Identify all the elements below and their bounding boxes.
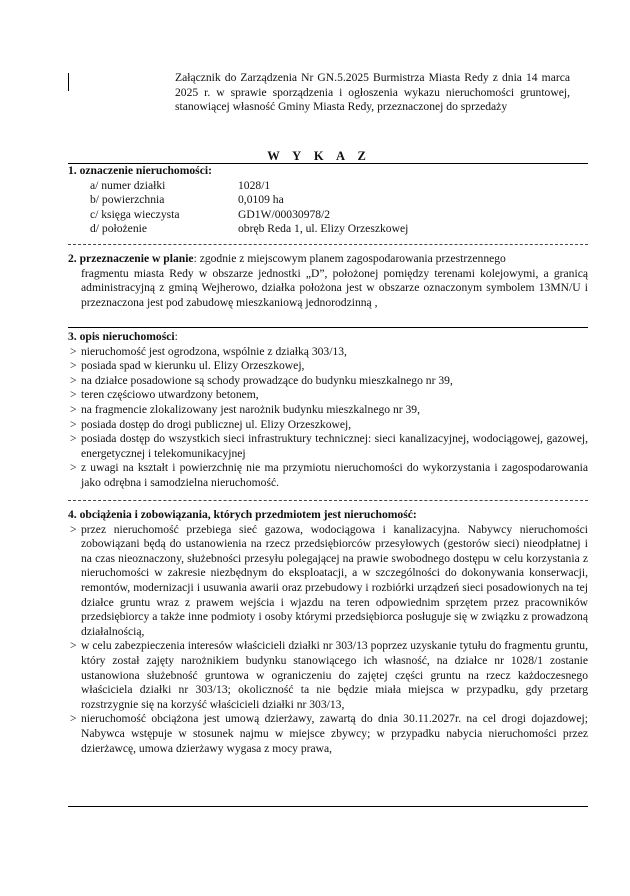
divider-line	[68, 806, 588, 807]
bullet-marker: >	[70, 388, 77, 402]
list-item	[68, 432, 588, 461]
field-label: b/ powierzchnia	[90, 193, 165, 207]
list-item	[68, 403, 588, 418]
list-item-text: przez nieruchomość przebiega sieć gazowa, wodociągowa i kanalizacyjna. Nabywcy nieruchomości zobowiązani będą do ustanowienia na rzecz przedsiębiorców przesyłowych (gestorów sieci) nieodpłatnej i na czas nieoznaczony, służebności przesyłu polegającej na prawie swobodnego dostępu w celu korzystania z nieruchomości w zakresie niezbędnym do eksploatacji, a w szczególności do dokonywania konserwacji, remontów, modernizacji i usuwania awarii oraz przebudowy i rozbiórki urządzeń sieci posadowionych na tej działce gruntu wraz z prawem wejścia i wjazdu na teren odpowiednim sprzętem przez pracowników przedsiębiorcy a także inne podmioty i osoby którymi przedsiębiorca posługuje się w związku z prowadzoną działalnością,	[81, 522, 588, 638]
field-value: GD1W/00030978/2	[238, 207, 331, 221]
section-heading: 3. opis nieruchomości	[68, 330, 175, 343]
heading-colon: :	[174, 330, 178, 343]
section-text-continued: fragmentu miasta Redy w obszarze jednostki „D”, położonej pomiędzy terenami kolejowymi, a granicą administracyjną z gminą Wejherowo, działka położona jest w obszarze oznaczonym symbolem 13MN/U i przeznaczona jest pod zabudowę mieszkaniową jednorodzinną ,	[81, 266, 588, 309]
list-item	[68, 374, 588, 389]
text-cursor	[68, 73, 69, 91]
bullet-marker: >	[70, 461, 77, 475]
field-row	[90, 193, 588, 208]
field-label: c/ księga wieczysta	[90, 207, 180, 221]
list-item-text: nieruchomość jest ogrodzona, wspólnie z działką 303/13,	[81, 344, 347, 358]
list-item	[68, 523, 588, 640]
list-item	[68, 712, 588, 756]
list-item-text: z uwagi na kształt i powierzchnię nie ma przymiotu nieruchomości do wykorzystania i zagospodarowania jako odrębna i samodzielna nieruchomość.	[81, 461, 588, 489]
bullet-marker: >	[70, 639, 77, 653]
header-annotation: Załącznik do Zarządzenia Nr GN.5.2025 Burmistrza Miasta Redy z dnia 14 marca 2025 r. w sprawie sporządzenia i ogłoszenia wykazu nieruchomości gruntowej, stanowiącej własność Gminy Miasta Redy, przeznaczonej do sprzedaży	[175, 71, 570, 114]
section-designation	[68, 164, 588, 237]
field-value: 1028/1	[238, 178, 271, 192]
list-item-text: na działce posadowione są schody prowadzące do budynku mieszkalnego nr 39,	[81, 373, 453, 387]
field-label: d/ położenie	[90, 222, 147, 236]
divider-line	[68, 327, 588, 328]
section-heading: 1. oznaczenie nieruchomości:	[68, 164, 212, 177]
dashed-separator	[68, 244, 588, 245]
section-heading-row	[68, 330, 588, 345]
list-item	[68, 345, 588, 360]
list-item-text: posiada spad w kierunku ul. Elizy Orzeszkowej,	[81, 359, 305, 373]
section-encumbrances	[68, 508, 588, 756]
list-item	[68, 418, 588, 433]
bullet-marker: >	[70, 522, 77, 536]
section-heading: 4. obciążenia i zobowiązania, których przedmiotem jest nieruchomość:	[68, 508, 417, 521]
field-row	[90, 179, 588, 194]
section-paragraph	[68, 252, 588, 267]
document-title: W Y K A Z	[267, 149, 371, 163]
field-label: a/ numer działki	[90, 178, 166, 192]
field-value: 0,0109 ha	[238, 193, 284, 207]
bullet-marker: >	[70, 712, 77, 726]
bullet-marker: >	[70, 373, 77, 387]
bullet-list	[68, 523, 588, 757]
list-item-text: posiada dostęp do drogi publicznej ul. Elizy Orzeszkowej,	[81, 417, 352, 431]
section-heading: 2. przeznaczenie w planie	[68, 252, 194, 265]
section-text: : zgodnie z miejscowym planem zagospodarowania przestrzennego	[193, 252, 506, 265]
field-value: obręb Reda 1, ul. Elizy Orzeszkowej	[238, 222, 409, 236]
list-item-text: nieruchomość obciążona jest umową dzierżawy, zawartą do dnia 30.11.2027r. na cel drogi dojazdowej; Nabywca wstępuje w stosunek najmu w miejsce zbywcy; w przypadku nabycia nieruchomości przez dzierżawcę, umowa dzierżawy wygasa z mocy prawa,	[81, 712, 588, 755]
list-item-text: na fragmencie zlokalizowany jest narożnik budynku mieszkalnego nr 39,	[81, 402, 421, 416]
section-plan-purpose	[68, 252, 588, 310]
bullet-marker: >	[70, 344, 77, 358]
field-row	[90, 208, 588, 223]
list-item	[68, 359, 588, 374]
section-description	[68, 330, 588, 491]
bullet-marker: >	[70, 417, 77, 431]
bullet-list	[68, 345, 588, 491]
bullet-marker: >	[70, 402, 77, 416]
bullet-marker: >	[70, 432, 77, 446]
list-item-text: w celu zabezpieczenia interesów właścicieli działki nr 303/13 poprzez uzyskanie tytułu do fragmentu gruntu, który został zajęty narożnikiem budynku stanowiącego ich własność, na działce nr 1028/1 zostanie ustanowiona służebność gruntowa w ograniczeniu do zajętej części gruntu na rzecz każdoczesnego właściciela działki nr 303/13; okoliczność ta nie będzie miała miejsca w przypadku, gdy przetarg rozstrzygnie się na korzyść właścicieli działki nr 303/13,	[81, 639, 588, 711]
bullet-marker: >	[70, 359, 77, 373]
list-item	[68, 639, 588, 712]
field-list	[90, 179, 588, 237]
list-item-text: posiada dostęp do wszystkich sieci infrastruktury technicznej: sieci kanalizacyjnej, wodociągowej, gazowej, energetycznej i telekomunikacyjnej	[81, 432, 588, 460]
dashed-separator	[68, 500, 588, 501]
list-item-text: teren częściowo utwardzony betonem,	[81, 388, 259, 402]
list-item	[68, 388, 588, 403]
field-row	[90, 222, 588, 237]
list-item	[68, 461, 588, 490]
